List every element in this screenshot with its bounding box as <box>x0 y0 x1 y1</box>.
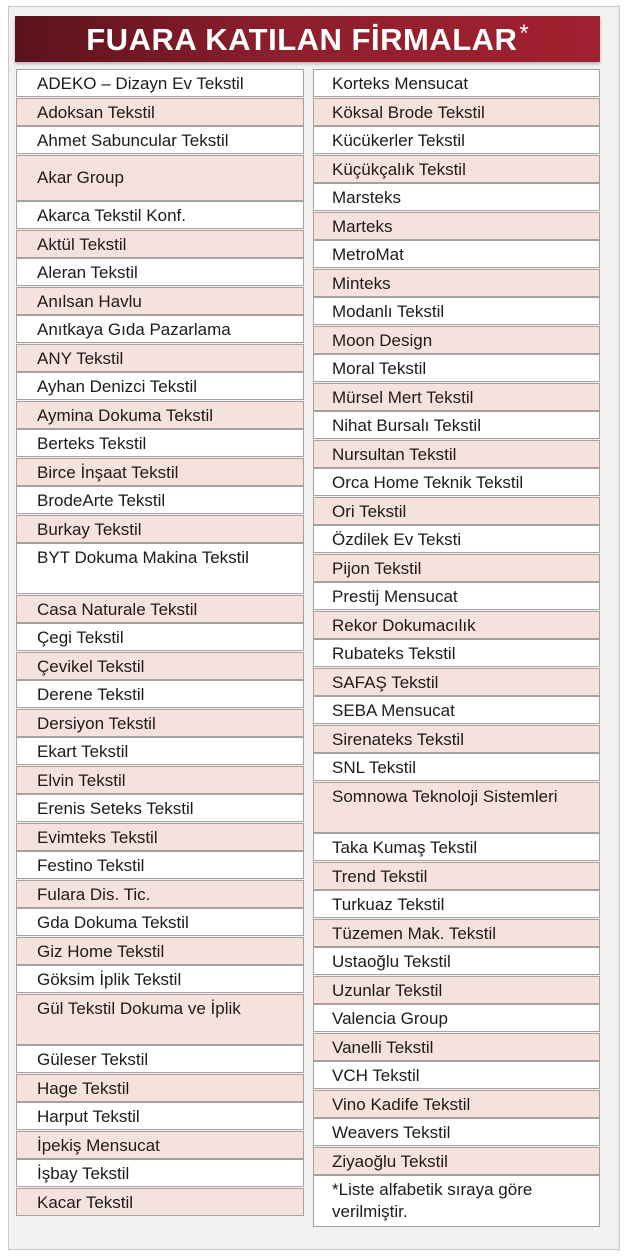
company-row: Pijon Tekstil <box>313 554 600 582</box>
company-row: Kacar Tekstil <box>16 1188 304 1216</box>
company-row: Aktül Tekstil <box>16 230 304 258</box>
company-row: Birce İnşaat Tekstil <box>16 458 304 486</box>
company-row: Küçükçalık Tekstil <box>313 155 600 183</box>
company-row: İpekiş Mensucat <box>16 1131 304 1159</box>
company-row: Modanlı Tekstil <box>313 297 600 325</box>
company-row: Taka Kumaş Tekstil <box>313 833 600 861</box>
company-row: İşbay Tekstil <box>16 1159 304 1187</box>
company-row: Weavers Tekstil <box>313 1118 600 1146</box>
company-row: SNL Tekstil <box>313 753 600 781</box>
company-row: Kücükerler Tekstil <box>313 126 600 154</box>
company-row: Turkuaz Tekstil <box>313 890 600 918</box>
company-row: Korteks Mensucat <box>313 69 600 97</box>
company-row: Nihat Bursalı Tekstil <box>313 411 600 439</box>
company-row: Aymina Dokuma Tekstil <box>16 401 304 429</box>
company-row: Tüzemen Mak. Tekstil <box>313 919 600 947</box>
company-row: Giz Home Tekstil <box>16 937 304 965</box>
company-row: Çevikel Tekstil <box>16 652 304 680</box>
company-row: Uzunlar Tekstil <box>313 976 600 1004</box>
company-list-left <box>16 69 304 1216</box>
company-row: Gül Tekstil Dokuma ve İplik <box>16 994 304 1045</box>
company-row: Burkay Tekstil <box>16 515 304 543</box>
company-row: ADEKO – Dizayn Ev Tekstil <box>16 69 304 97</box>
company-row: Dersiyon Tekstil <box>16 709 304 737</box>
company-row: Akarca Tekstil Konf. <box>16 201 304 229</box>
company-row: Rekor Dokumacılık <box>313 611 600 639</box>
company-row: Festino Tekstil <box>16 851 304 879</box>
company-row: Derene Tekstil <box>16 680 304 708</box>
company-row: Aleran Tekstil <box>16 258 304 286</box>
company-row: Moon Design <box>313 326 600 354</box>
company-row: ANY Tekstil <box>16 344 304 372</box>
company-row: Ustaoğlu Tekstil <box>313 947 600 975</box>
company-row: Çegi Tekstil <box>16 623 304 651</box>
company-row: Hage Tekstil <box>16 1074 304 1102</box>
company-row: Anılsan Havlu <box>16 287 304 315</box>
company-row: Göksim İplik Tekstil <box>16 965 304 993</box>
company-row: Köksal Brode Tekstil <box>313 98 600 126</box>
company-row: Özdilek Ev Teksti <box>313 525 600 553</box>
company-row: Berteks Tekstil <box>16 429 304 457</box>
company-row: SEBA Mensucat <box>313 696 600 724</box>
company-row: Prestij Mensucat <box>313 582 600 610</box>
company-row: MetroMat <box>313 240 600 268</box>
list-footnote: *Liste alfabetik sıraya göre verilmiştir. <box>313 1175 600 1227</box>
company-row: Valencia Group <box>313 1004 600 1032</box>
company-row: Marteks <box>313 212 600 240</box>
company-row: Gda Dokuma Tekstil <box>16 908 304 936</box>
company-row: Ori Tekstil <box>313 497 600 525</box>
company-row: Ekart Tekstil <box>16 737 304 765</box>
company-row: Harput Tekstil <box>16 1102 304 1130</box>
company-row: BYT Dokuma Makina Tekstil <box>16 543 304 594</box>
company-row: Ahmet Sabuncular Tekstil <box>16 126 304 154</box>
title-asterisk: * <box>519 20 529 47</box>
company-row: Sirenateks Tekstil <box>313 725 600 753</box>
company-row: Ayhan Denizci Tekstil <box>16 372 304 400</box>
company-row: Moral Tekstil <box>313 354 600 382</box>
company-row: Anıtkaya Gıda Pazarlama <box>16 315 304 343</box>
company-row: BrodeArte Tekstil <box>16 486 304 514</box>
company-row: Güleser Tekstil <box>16 1045 304 1073</box>
company-row: Akar Group <box>16 155 304 201</box>
company-row: Rubateks Tekstil <box>313 639 600 667</box>
company-row: Somnowa Teknoloji Sistemleri <box>313 782 600 833</box>
company-row: Nursultan Tekstil <box>313 440 600 468</box>
company-list-right <box>313 69 600 1227</box>
company-row: Elvin Tekstil <box>16 766 304 794</box>
company-row: Minteks <box>313 269 600 297</box>
company-row: Evimteks Tekstil <box>16 823 304 851</box>
company-row: Mürsel Mert Tekstil <box>313 383 600 411</box>
company-row: SAFAŞ Tekstil <box>313 668 600 696</box>
company-row: Casa Naturale Tekstil <box>16 595 304 623</box>
company-row: Marsteks <box>313 183 600 211</box>
company-row: Fulara Dis. Tic. <box>16 880 304 908</box>
company-row: Vino Kadife Tekstil <box>313 1090 600 1118</box>
title-banner <box>15 16 600 62</box>
company-row: Vanelli Tekstil <box>313 1033 600 1061</box>
company-row: Adoksan Tekstil <box>16 98 304 126</box>
company-row: Erenis Seteks Tekstil <box>16 794 304 822</box>
company-row: Orca Home Teknik Tekstil <box>313 468 600 496</box>
company-row: Ziyaoğlu Tekstil <box>313 1147 600 1175</box>
company-row: VCH Tekstil <box>313 1061 600 1089</box>
page-title: FUARA KATILAN FİRMALAR <box>86 21 518 57</box>
company-row: Trend Tekstil <box>313 862 600 890</box>
